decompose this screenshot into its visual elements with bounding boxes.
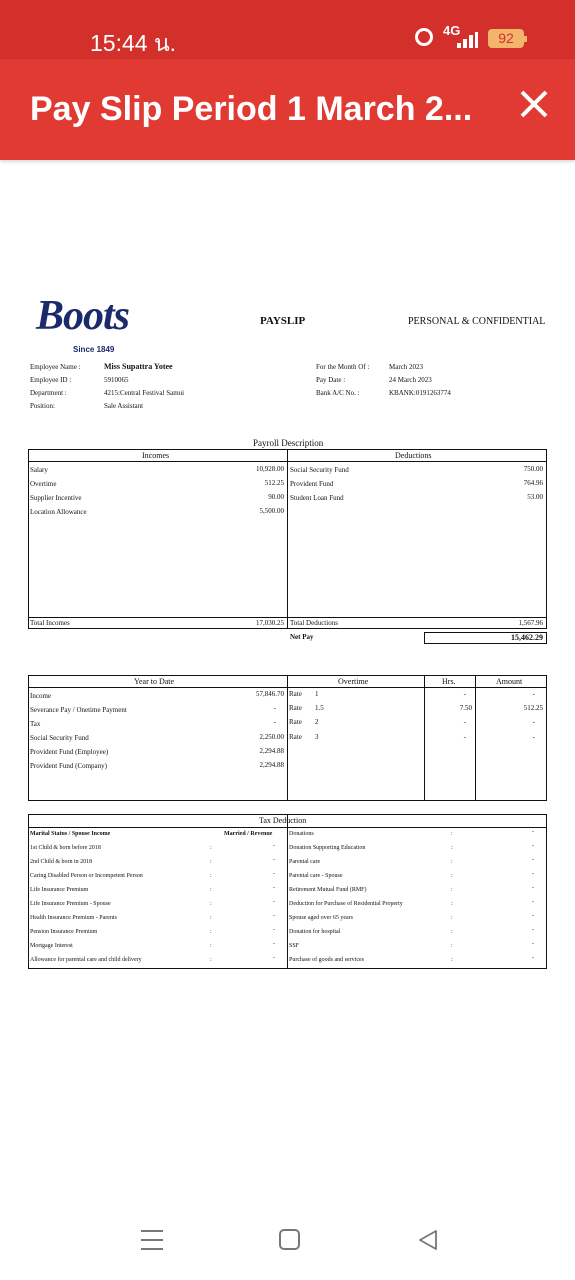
tax-colon: :: [210, 901, 212, 907]
income-value: 512.25: [264, 479, 284, 487]
deduction-value: 750.00: [523, 465, 543, 473]
logo-since: Since 1849: [73, 345, 115, 354]
tax-right-item: Deduction for Purchase of Residential Property: [289, 901, 403, 907]
ytd-label: Social Security Fund: [30, 734, 89, 742]
ot-amount: -: [532, 718, 535, 726]
ytd-value: 2,294.88: [259, 747, 284, 755]
pay-label: Bank A/C No. :: [316, 389, 360, 397]
net-pay-label: Net Pay: [290, 633, 314, 641]
ytd-header: Year to Date: [134, 677, 175, 686]
total-deductions: 1,567.96: [518, 619, 543, 627]
tax-value: -: [532, 857, 534, 863]
ot-hrs: -: [463, 690, 466, 698]
tax-left-item: 2nd Child & born in 2018: [30, 859, 93, 865]
tax-value: -: [273, 843, 275, 849]
tax-colon: :: [210, 929, 212, 935]
recent-apps-icon[interactable]: [141, 1230, 163, 1250]
ytd-label: Provident Fund (Company): [30, 762, 107, 770]
ot-amount: 512.25: [523, 704, 543, 712]
tax-left-header: Marital Status / Spouse Income: [30, 831, 111, 837]
alarm-icon: [415, 28, 433, 46]
incomes-header: Incomes: [142, 451, 170, 460]
tax-left-header-value: Married / Revenue: [224, 831, 273, 837]
tax-right-item: Donations: [289, 831, 314, 837]
income-value: 10,928.00: [256, 465, 284, 473]
tax-left-item: Life Insurance Premium: [30, 887, 89, 893]
deduction-label: Student Loan Fund: [290, 494, 344, 502]
income-label: Location Allowance: [30, 508, 87, 516]
deduction-label: Social Security Fund: [290, 466, 349, 474]
tax-colon: :: [451, 831, 453, 837]
tax-value: -: [273, 899, 275, 905]
net-pay: 15,462.29: [511, 633, 543, 642]
tax-colon: :: [451, 957, 453, 963]
tax-colon: :: [451, 859, 453, 865]
tax-right-item: Parental care - Spouse: [289, 873, 343, 879]
tax-value: -: [273, 885, 275, 891]
ot-rate-label: Rate: [289, 704, 302, 712]
tax-value: -: [532, 955, 534, 961]
boots-logo: Boots: [36, 293, 130, 339]
tax-value: -: [273, 913, 275, 919]
pay-date: 24 March 2023: [389, 376, 432, 384]
income-value: 90.00: [268, 493, 284, 501]
income-value: 5,500.00: [259, 507, 284, 515]
ot-rate-label: Rate: [289, 690, 302, 698]
ot-rate-label: Rate: [289, 718, 302, 726]
network-type: 4G: [443, 23, 461, 38]
income-label: Overtime: [30, 480, 57, 488]
tax-colon: :: [451, 845, 453, 851]
tax-colon: :: [210, 915, 212, 921]
tax-left-item: Mortgage Interest: [30, 943, 73, 949]
payroll-title: Payroll Description: [253, 438, 324, 448]
ot-rate: 1: [315, 690, 319, 698]
status-time: 15:44 น.: [90, 30, 177, 56]
position: Sale Assistant: [104, 402, 144, 410]
bank-account: KBANK:0191263774: [389, 389, 451, 397]
employee-id: 5910065: [104, 376, 129, 384]
employee-name: Miss Supattra Yotee: [104, 362, 173, 371]
tax-right-item: Donation for hospital: [289, 929, 341, 935]
deduction-value: 53.00: [527, 493, 543, 501]
tax-value: -: [532, 885, 534, 891]
tax-colon: :: [451, 929, 453, 935]
deduction-label: Provident Fund: [290, 480, 334, 488]
income-label: Salary: [30, 466, 48, 474]
tax-right-item: Parental care: [289, 859, 321, 865]
tax-value: -: [532, 899, 534, 905]
tax-value: -: [273, 927, 275, 933]
ot-rate: 1.5: [315, 704, 324, 712]
ot-hrs: 7.50: [459, 704, 472, 712]
total-incomes: 17,030.25: [256, 619, 284, 627]
tax-value: -: [273, 955, 275, 961]
ot-rate: 2: [315, 718, 319, 726]
overtime-header: Overtime: [338, 677, 369, 686]
emp-label: Position:: [30, 402, 55, 410]
ytd-value: 2,294.88: [259, 761, 284, 769]
ot-rate: 3: [315, 733, 319, 741]
department: 4215:Central Festival Samui: [104, 389, 185, 397]
ytd-label: Provident Fund (Employee): [30, 748, 109, 756]
ytd-value: 2,250.00: [259, 733, 284, 741]
tax-colon: :: [210, 943, 212, 949]
payslip-document: [0, 160, 575, 1200]
close-icon[interactable]: [512, 83, 556, 127]
signal-icon: [448, 32, 478, 48]
tax-value: -: [273, 857, 275, 863]
tax-colon: :: [451, 915, 453, 921]
pay-month: March 2023: [389, 363, 424, 371]
ot-hrs: -: [463, 733, 466, 741]
ot-hrs: -: [463, 718, 466, 726]
ytd-value: -: [273, 718, 276, 726]
tax-colon: :: [210, 859, 212, 865]
app-header: [0, 59, 575, 160]
status-bar: [0, 0, 575, 59]
tax-colon: :: [451, 873, 453, 879]
home-icon[interactable]: [279, 1229, 300, 1250]
ot-rate-label: Rate: [289, 733, 302, 741]
income-label: Supplier Incentive: [30, 494, 82, 502]
amount-header: Amount: [496, 677, 523, 686]
tax-left-item: Caring Disabled Person or Incompetent Person: [30, 873, 143, 879]
emp-label: Employee Name :: [30, 363, 81, 371]
tax-value: -: [532, 871, 534, 877]
ytd-label: Severance Pay / Onetime Payment: [30, 706, 127, 714]
deduction-value: 764.96: [523, 479, 543, 487]
ytd-value: -: [273, 704, 276, 712]
tax-left-item: Health Insurance Premium - Parents: [30, 915, 117, 921]
tax-value: -: [532, 829, 534, 835]
tax-value: -: [532, 913, 534, 919]
tax-left-item: Allowance for parental care and child delivery: [30, 957, 142, 963]
tax-value: -: [273, 941, 275, 947]
tax-colon: :: [451, 887, 453, 893]
emp-label: Employee ID :: [30, 376, 72, 384]
tax-value: -: [532, 941, 534, 947]
tax-right-item: Retirement Mutual Fund (RMF): [289, 887, 367, 893]
hrs-header: Hrs.: [442, 677, 456, 686]
deductions-header: Deductions: [395, 451, 432, 460]
total-incomes-label: Total Incomes: [30, 619, 70, 627]
confidential-label: PERSONAL & CONFIDENTIAL: [408, 316, 546, 327]
payslip-heading: PAYSLIP: [260, 315, 306, 327]
ot-amount: -: [532, 733, 535, 741]
battery-icon: 92: [488, 29, 524, 48]
total-deductions-label: Total Deductions: [290, 619, 338, 627]
pay-label: For the Month Of :: [316, 363, 370, 371]
tax-right-item: Purchase of goods and services: [289, 957, 364, 963]
ytd-label: Tax: [30, 720, 41, 728]
emp-label: Department :: [30, 389, 67, 397]
tax-title: Tax Deduction: [259, 816, 307, 825]
tax-colon: :: [451, 943, 453, 949]
tax-value: -: [532, 927, 534, 933]
tax-right-item: SSF: [289, 943, 300, 949]
tax-colon: :: [210, 957, 212, 963]
pay-label: Pay Date :: [316, 376, 346, 384]
tax-colon: :: [451, 901, 453, 907]
ytd-value: 57,846.70: [256, 690, 284, 698]
tax-left-item: Life Insurance Premium - Spouse: [30, 901, 111, 907]
tax-colon: :: [210, 845, 212, 851]
page-title: Pay Slip Period 1 March 2...: [30, 90, 473, 128]
system-nav-bar: [0, 1200, 575, 1280]
tax-right-item: Donation Supporting Education: [289, 845, 366, 851]
tax-colon: :: [210, 887, 212, 893]
tax-left-item: Pension Insurance Premium: [30, 929, 98, 935]
ytd-label: Income: [30, 692, 51, 700]
ot-amount: -: [532, 690, 535, 698]
tax-right-item: Spouse aged over 65 years: [289, 915, 353, 921]
tax-value: -: [532, 843, 534, 849]
tax-colon: :: [210, 873, 212, 879]
back-icon[interactable]: [417, 1229, 439, 1251]
tax-left-item: 1st Child & born before 2018: [30, 845, 101, 851]
tax-value: -: [273, 871, 275, 877]
